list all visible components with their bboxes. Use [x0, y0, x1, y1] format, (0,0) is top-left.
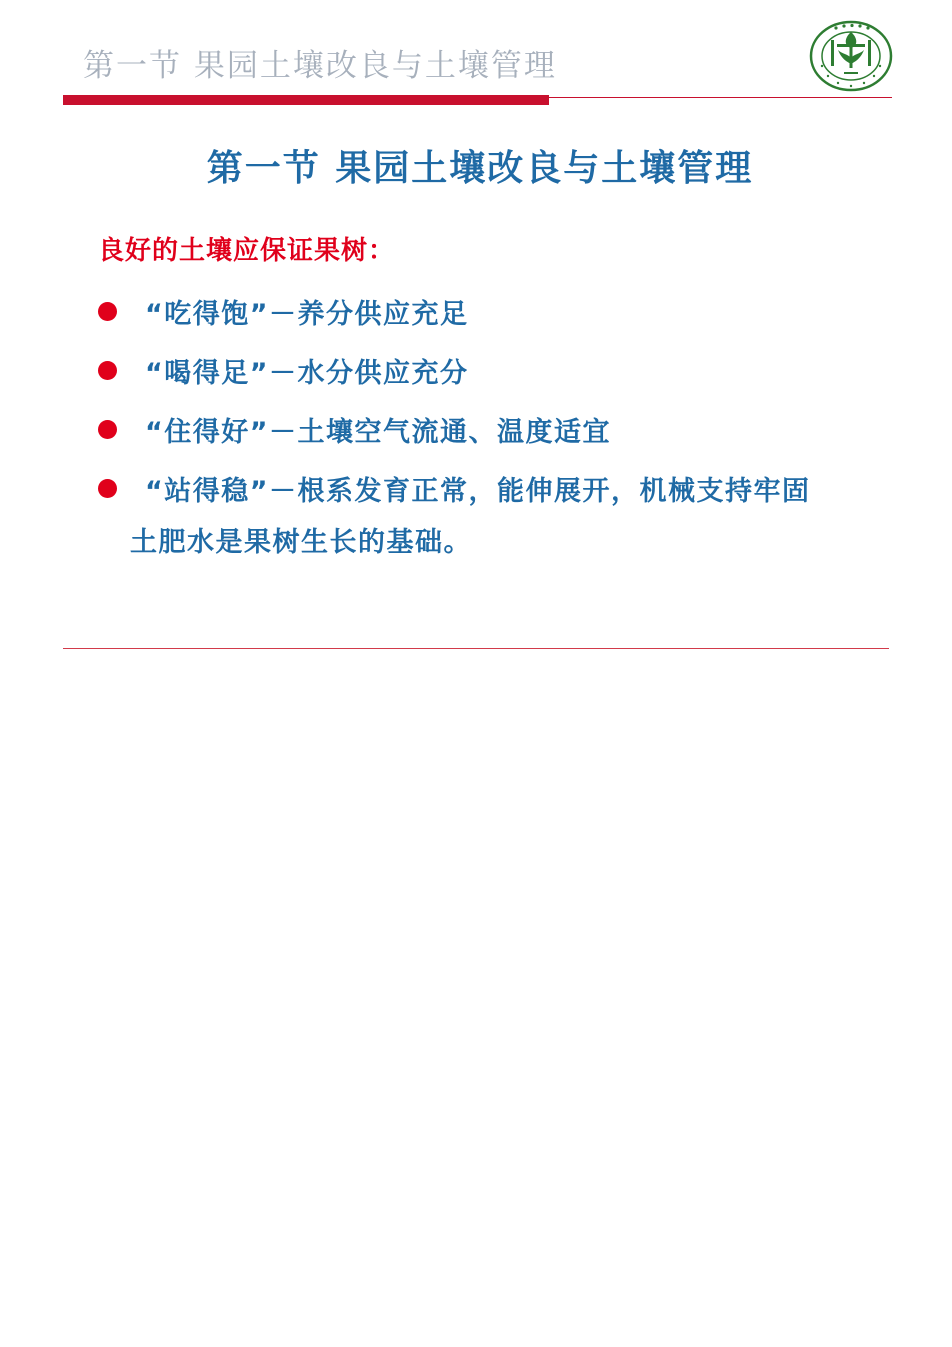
conclusion-text: 土肥水是果树生长的基础。	[130, 527, 472, 558]
university-logo-icon	[808, 20, 894, 92]
bullet-dot-icon	[98, 479, 117, 498]
header-accent-bar	[63, 95, 549, 105]
list-item	[98, 400, 811, 459]
list-item	[98, 341, 811, 400]
footer-divider-line	[63, 648, 889, 649]
bullet-text: “喝得足”－水分供应充分	[145, 358, 469, 389]
page-title: 第一节 果园土壤改良与土壤管理	[206, 148, 754, 189]
bullet-text: “站得稳”－根系发育正常，能伸展开，机械支持牢固	[145, 476, 811, 507]
bullet-text: “住得好”－土壤空气流通、温度适宜	[145, 417, 611, 448]
list-item	[98, 459, 811, 518]
bullet-dot-icon	[98, 302, 117, 321]
bullet-dot-icon	[98, 420, 117, 439]
list-item	[98, 282, 811, 341]
bullet-text: “吃得饱”－养分供应充足	[145, 299, 469, 330]
header-divider-line	[549, 97, 892, 98]
intro-text: 良好的土壤应保证果树：	[98, 236, 396, 266]
bullet-dot-icon	[98, 361, 117, 380]
header-title: 第一节 果园土壤改良与土壤管理	[83, 48, 557, 84]
bullet-list	[98, 282, 811, 518]
